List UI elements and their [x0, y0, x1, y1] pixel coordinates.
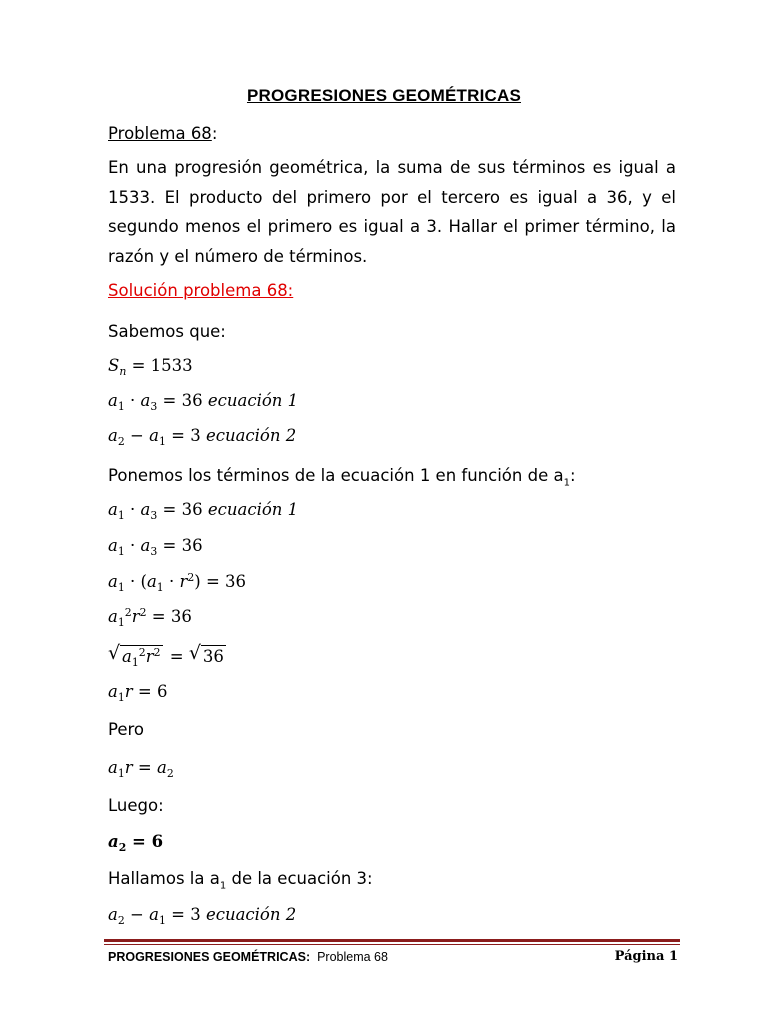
equation-step-1: $a_1 \cdot a_3 = 36$ [108, 536, 203, 558]
luego-text: Luego: [108, 796, 164, 815]
equation-step-5: $a_1r = 6$ [108, 682, 168, 704]
equation-step-4: √ $a_1^2r^2$ = √ 36 [108, 642, 224, 669]
eq2-constant-repeat: 3 [190, 905, 201, 924]
footer-left [108, 950, 388, 964]
equation-2-repeat: $a_2 - a_1 = 3$ ecuación 2 [108, 905, 297, 927]
equation-1: $a_1 \cdot a_3 = 36$ ecuación 1 [108, 391, 299, 413]
footer-problem: Problema 68 [317, 950, 388, 964]
equation-2: $a_2 - a_1 = 3$ ecuación 2 [108, 426, 297, 448]
equation-sum: $S_n = 1533$ [108, 356, 193, 378]
hallamos-subscript: 1 [219, 880, 227, 892]
step1-constant: 36 [181, 536, 203, 555]
equation-step-2: $a_1 \cdot (a_1 \cdot r^2) = 36$ [108, 571, 247, 594]
problem-label-colon: : [211, 124, 218, 143]
sum-value: 1533 [150, 356, 193, 375]
problem-statement: En una progresión geométrica, la suma de sus términos es igual a 1533. El producto del primero por el tercero es igual a 36, y el segundo menos el primero es igual a 3. Hallar el primer término, la razón y el número de términos. [108, 158, 676, 266]
problem-label: Problema 68 [108, 124, 212, 143]
equation-step-6: $a_1r = a_2$ [108, 758, 174, 780]
footer-rule-thin [104, 944, 680, 945]
eq1-constant-repeat: 36 [181, 500, 203, 519]
hallamos-line [108, 864, 676, 901]
problem-label-line [108, 119, 676, 149]
eq2-label: ecuación 2 [205, 426, 297, 445]
solution-heading [108, 276, 676, 306]
product-value: 6 [156, 682, 168, 701]
ponemos-line [108, 461, 676, 498]
eq1-label-repeat: ecuación 1 [207, 500, 299, 519]
hallamos-rest: de la ecuación 3: [226, 869, 373, 888]
eq1-constant: 36 [181, 391, 203, 410]
footer-rule-thick [104, 939, 680, 942]
sqrt-right: √ 36 [188, 642, 224, 666]
solution-heading-text: Solución problema 68: [108, 281, 294, 300]
sabemos-que: Sabemos que: [108, 322, 226, 341]
page-number: Página 1 [614, 949, 678, 964]
ponemos-text: Ponemos los términos de la ecuación 1 en función de a [108, 466, 564, 485]
equation-step-3: $a_1^2r^2 = 36$ [108, 606, 192, 629]
a2-value: 6 [151, 832, 164, 851]
eq1-label: ecuación 1 [207, 391, 299, 410]
footer-title: PROGRESIONES GEOMÉTRICAS: [108, 950, 311, 964]
pero-text: Pero [108, 720, 145, 739]
sqrt-left: √ $a_1^2r^2$ [108, 642, 161, 669]
page-title: PROGRESIONES GEOMÉTRICAS [246, 86, 521, 105]
eq2-label-repeat: ecuación 2 [205, 905, 297, 924]
eq2-constant: 3 [190, 426, 201, 445]
root-value: 36 [202, 647, 224, 666]
ponemos-subscript: 1 [563, 477, 570, 489]
equation-1-repeat: $a_1 \cdot a_3 = 36$ ecuación 1 [108, 500, 299, 522]
step2-constant: 36 [225, 572, 247, 591]
ponemos-colon: : [569, 466, 576, 485]
step3-constant: 36 [170, 607, 192, 626]
result-a2: $a_2 = 6$ [108, 832, 164, 854]
hallamos-text: Hallamos la a [108, 869, 220, 888]
